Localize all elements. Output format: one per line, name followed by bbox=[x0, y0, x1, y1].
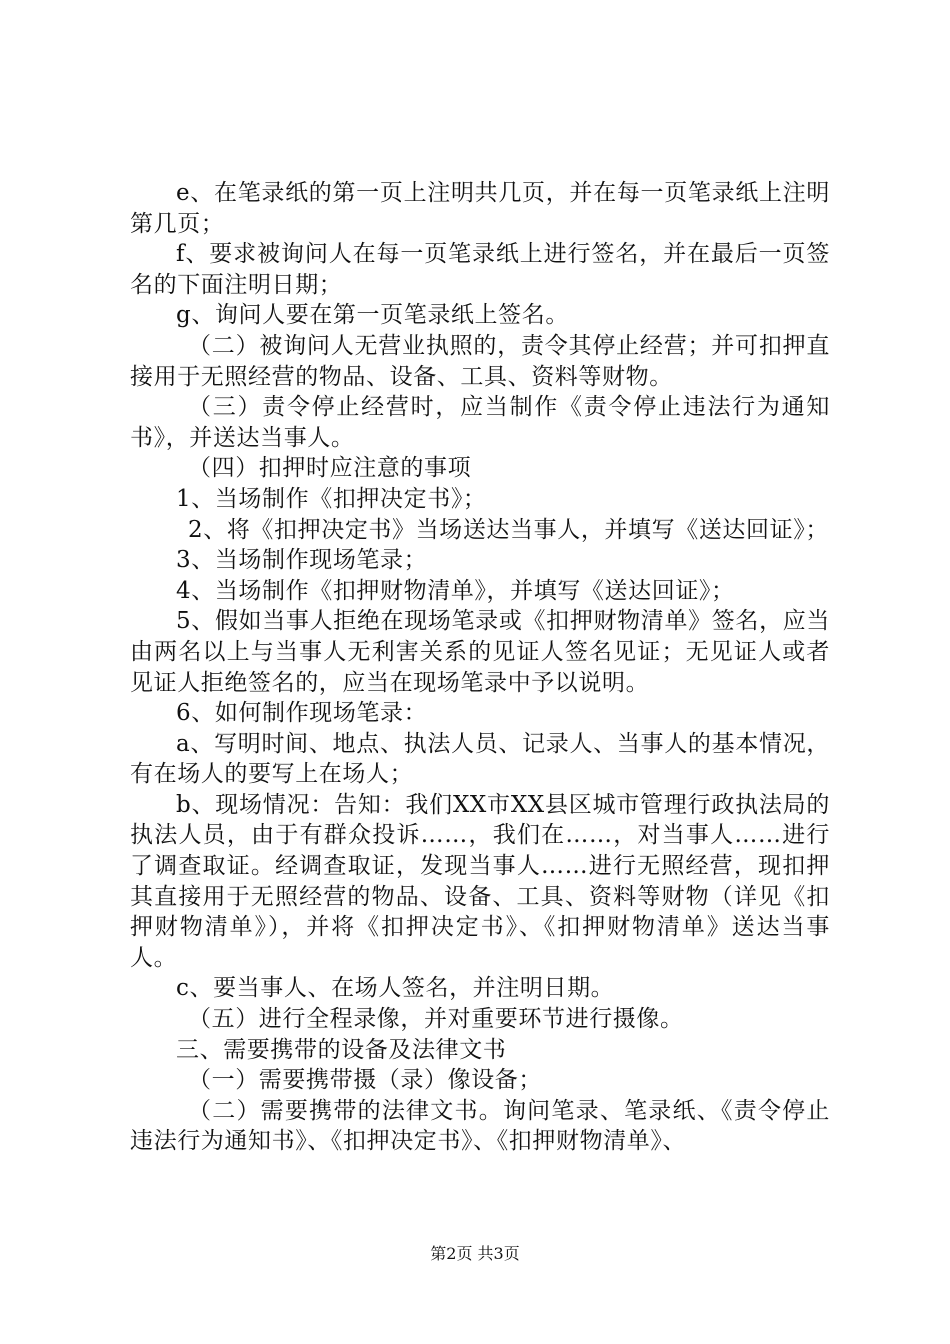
paragraph-c: c、要当事人、在场人签名，并注明日期。 bbox=[176, 975, 615, 1002]
paragraph-item-2: 2、将《扣押决定书》当场送达当事人，并填写《送达回证》； bbox=[188, 516, 829, 543]
paragraph-part-3-heading: 三、需要携带的设备及法律文书 bbox=[176, 1036, 507, 1063]
paragraph-f: f、要求被询问人在每一页笔录纸上进行签名，并在最后一页签名的下面注明日期； bbox=[130, 241, 830, 298]
paragraph-b: b、现场情况：告知：我们XX市XX县区城市管理行政执法局的执法人员，由于有群众投诉……，我们在……，对当事人……进行了调查取证。经调查取证，发现当事人……进行无照经营，现扣押其直接用于无照经营的物品、设备、工具、资料等财物（详见《扣押财物清单》），并将《扣押决定书》、《扣押财物清单》送达当事人。 bbox=[130, 791, 830, 971]
paragraph-g: g、询问人要在第一页笔录纸上签名。 bbox=[176, 302, 569, 329]
document-body bbox=[130, 178, 830, 1157]
paragraph-part-3-item-1: （一）需要携带摄（录）像设备； bbox=[188, 1067, 542, 1094]
page-number-label: 第2页 共3页 bbox=[430, 1244, 520, 1263]
paragraph-item-1: 1、当场制作《扣押决定书》； bbox=[176, 485, 487, 512]
paragraph-a: a、写明时间、地点、执法人员、记录人、当事人的基本情况，有在场人的要写上在场人； bbox=[130, 730, 830, 788]
paragraph-item-3: 3、当场制作现场笔录； bbox=[176, 547, 428, 574]
paragraph-item-5: 5、假如当事人拒绝在现场笔录或《扣押财物清单》签名，应当由两名以上与当事人无利害关系的见证人签名见证；无见证人或者见证人拒绝签名的，应当在现场笔录中予以说明。 bbox=[130, 608, 830, 696]
paragraph-item-6: 6、如何制作现场笔录： bbox=[176, 700, 428, 727]
paragraph-section-5: （五）进行全程录像，并对重要环节进行摄像。 bbox=[188, 1006, 684, 1033]
paragraph-item-4: 4、当场制作《扣押财物清单》，并填写《送达回证》； bbox=[176, 577, 735, 604]
paragraph-section-3: （三）责令停止经营时，应当制作《责令停止违法行为通知书》，并送达当事人。 bbox=[130, 394, 830, 451]
paragraph-e: e、在笔录纸的第一页上注明共几页，并在每一页笔录纸上注明第几页； bbox=[130, 180, 830, 237]
paragraph-section-4-heading: （四）扣押时应注意的事项 bbox=[188, 455, 472, 482]
page-footer bbox=[0, 1244, 950, 1264]
paragraph-part-3-item-2: （二）需要携带的法律文书。询问笔录、笔录纸、《责令停止违法行为通知书》、《扣押决定书》、《扣押财物清单》、 bbox=[130, 1097, 830, 1155]
paragraph-section-2: （二）被询问人无营业执照的，责令其停止经营；并可扣押直接用于无照经营的物品、设备、工具、资料等财物。 bbox=[130, 332, 830, 390]
